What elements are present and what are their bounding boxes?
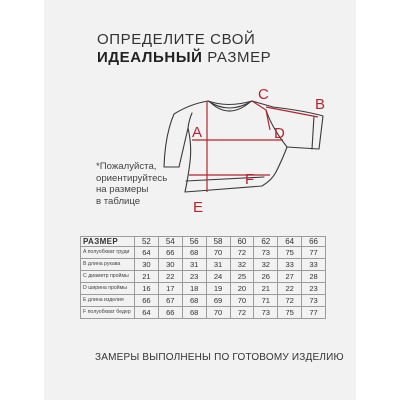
table-cell: 73 (302, 295, 326, 307)
table-cell: 72 (230, 247, 254, 259)
table-cell: 73 (254, 247, 278, 259)
table-row (81, 271, 326, 283)
table-cell: 24 (206, 271, 230, 283)
table-cell: 66 (135, 295, 159, 307)
size-col-header: 56 (182, 237, 206, 247)
note-line-3: на размеры (96, 184, 149, 196)
table-cell: 70 (230, 295, 254, 307)
table-cell: 28 (302, 271, 326, 283)
table-cell: 66 (158, 307, 182, 319)
table-cell: 33 (278, 259, 302, 271)
table-cell: 77 (302, 247, 326, 259)
size-col-header: 66 (302, 237, 326, 247)
table-cell: 66 (158, 247, 182, 259)
row-label: D ширина проймы (81, 283, 135, 295)
table-cell: 25 (230, 271, 254, 283)
table-cell: 23 (302, 283, 326, 295)
table-row (81, 259, 326, 271)
note-line-4: в таблице (96, 195, 141, 207)
table-cell: 67 (158, 295, 182, 307)
table-row (81, 247, 326, 259)
table-cell: 69 (206, 295, 230, 307)
note-line-1: *Пожалуйста, (96, 161, 157, 172)
table-cell: 70 (206, 247, 230, 259)
title-line-1: ОПРЕДЕЛИТЕ СВОЙ (97, 31, 256, 48)
size-col-header: 60 (230, 237, 254, 247)
table-cell: 32 (230, 259, 254, 271)
table-cell: 16 (135, 283, 159, 295)
table-cell: 33 (302, 259, 326, 271)
table-cell: 64 (135, 247, 159, 259)
size-col-header: 58 (206, 237, 230, 247)
table-cell: 27 (278, 271, 302, 283)
table-cell: 75 (278, 307, 302, 319)
size-header-label: РАЗМЕР (81, 237, 135, 247)
size-col-header: 54 (158, 237, 182, 247)
size-table (80, 236, 326, 319)
table-cell: 21 (254, 283, 278, 295)
table-cell: 19 (206, 283, 230, 295)
label-a: A (192, 124, 203, 141)
table-cell: 32 (254, 259, 278, 271)
label-d: D (274, 125, 285, 142)
row-label: B длина рукава (81, 259, 135, 271)
note-line-2: ориентируйтесь (96, 172, 168, 184)
size-header-row (81, 237, 326, 247)
table-cell: 18 (182, 283, 206, 295)
table-cell: 72 (230, 307, 254, 319)
table-cell: 71 (254, 295, 278, 307)
table-cell: 77 (302, 307, 326, 319)
table-cell: 30 (135, 259, 159, 271)
size-col-header: 62 (254, 237, 278, 247)
size-col-header: 64 (278, 237, 302, 247)
table-cell: 30 (158, 259, 182, 271)
row-label: F полуобхват бедер (81, 307, 135, 319)
measure-line-b (266, 107, 318, 117)
size-note (96, 161, 206, 207)
label-c: C (258, 86, 269, 103)
table-cell: 17 (158, 283, 182, 295)
table-row (81, 283, 326, 295)
label-f: F (245, 171, 255, 188)
table-cell: 31 (206, 259, 230, 271)
title-rest-word: РАЗМЕР (207, 49, 272, 66)
row-label: C диаметр проймы (81, 271, 135, 283)
table-cell: 21 (135, 271, 159, 283)
table-cell: 68 (182, 247, 206, 259)
row-label: E длина изделия (81, 295, 135, 307)
table-cell: 75 (278, 247, 302, 259)
table-cell: 22 (278, 283, 302, 295)
table-cell: 73 (254, 307, 278, 319)
table-cell: 68 (182, 295, 206, 307)
table-cell: 23 (182, 271, 206, 283)
table-cell: 70 (206, 307, 230, 319)
row-label: A полуобхват груди (81, 247, 135, 259)
label-b: B (315, 96, 326, 113)
title-bold-word: ИДЕАЛЬНЫЙ (97, 49, 203, 66)
table-cell: 20 (230, 283, 254, 295)
size-col-header: 52 (135, 237, 159, 247)
measurement-footnote: ЗАМЕРЫ ВЫПОЛНЕНЫ ПО ГОТОВОМУ ИЗДЕЛИЮ (95, 352, 344, 363)
table-cell: 64 (135, 307, 159, 319)
table-cell: 68 (182, 307, 206, 319)
label-e: E (193, 199, 204, 216)
table-cell: 22 (158, 271, 182, 283)
table-cell: 31 (182, 259, 206, 271)
table-row (81, 295, 326, 307)
table-cell: 72 (278, 295, 302, 307)
table-row (81, 307, 326, 319)
table-cell: 26 (254, 271, 278, 283)
